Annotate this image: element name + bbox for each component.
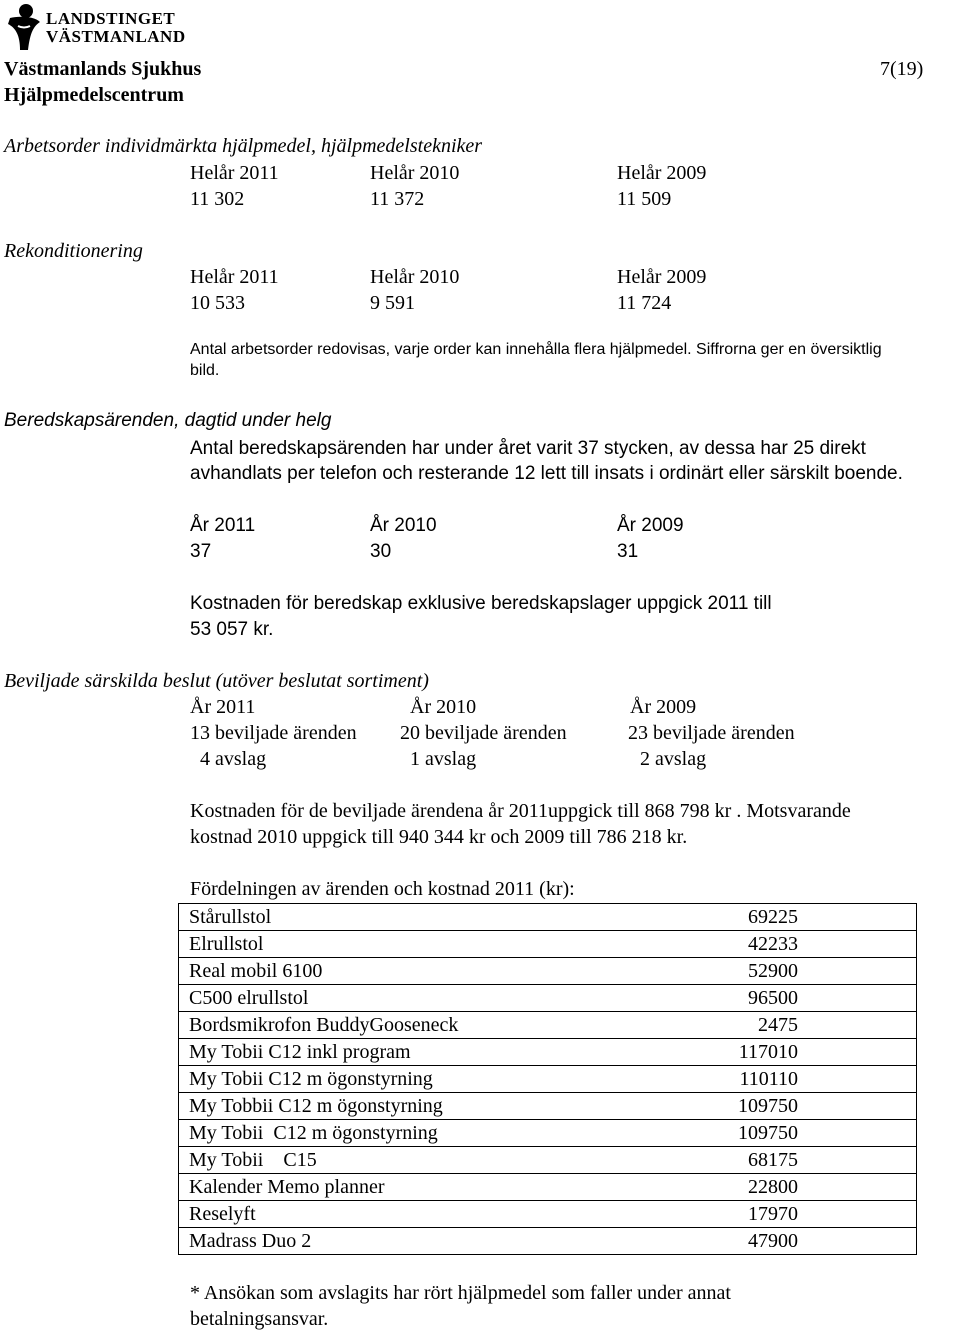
logo: [4, 2, 186, 52]
logo-line1: LANDSTINGET: [46, 9, 176, 28]
beredskap-value-2010: 30: [370, 541, 392, 562]
row-amount: 110110: [620, 1066, 917, 1093]
row-item: My Tobii C12 inkl program: [179, 1039, 620, 1066]
rekond-title: Rekonditionering: [4, 240, 143, 262]
rekond-year-2010: Helår 2010: [370, 266, 460, 288]
row-amount: 69225: [620, 904, 917, 931]
beviljade-approved-2009: 23 beviljade ärenden: [628, 722, 795, 744]
row-item: Bordsmikrofon BuddyGooseneck: [179, 1012, 620, 1039]
table-row: [179, 931, 917, 958]
beredskap-value-2009: 31: [617, 541, 639, 562]
beviljade-year-2010: År 2010: [410, 696, 477, 718]
row-amount: 2475: [620, 1012, 917, 1039]
row-item: My Tobii C12 m ögonstyrning: [179, 1066, 620, 1093]
row-item: Real mobil 6100: [179, 958, 620, 985]
table-row: [179, 1147, 917, 1174]
beredskap-year-2011: År 2011: [190, 515, 256, 536]
row-item: Kalender Memo planner: [179, 1174, 620, 1201]
table-row: [179, 1174, 917, 1201]
row-item: Madrass Duo 2: [179, 1228, 620, 1255]
org-name: Västmanlands Sjukhus: [4, 58, 202, 80]
row-amount: 109750: [620, 1093, 917, 1120]
arbetsorder-year-2011: Helår 2011: [190, 162, 279, 184]
rekond-value-2010: 9 591: [370, 292, 415, 314]
rekond-value-2011: 10 533: [190, 292, 245, 314]
table-row: [179, 1228, 917, 1255]
logo-emblem-icon: [4, 2, 44, 52]
arbetsorder-year-2009: Helår 2009: [617, 162, 707, 184]
page-number: 7(19): [880, 58, 924, 80]
table-row: [179, 1093, 917, 1120]
beredskap-text-line1: Antal beredskapsärenden har under året varit 37 stycken, av dessa har 25 direkt: [190, 438, 866, 459]
beredskap-value-2011: 37: [190, 541, 212, 562]
beredskap-text-line2: avhandlats per telefon och resterande 12 lett till insats i ordinärt eller särskilt boende.: [190, 463, 903, 484]
row-amount: 42233: [620, 931, 917, 958]
rekond-value-2009: 11 724: [617, 292, 672, 314]
table-row: [179, 1120, 917, 1147]
beviljade-rejected-2010: 1 avslag: [410, 748, 477, 770]
beviljade-year-2009: År 2009: [630, 696, 697, 718]
beredskap-cost-line1: Kostnaden för beredskap exklusive beredskapslager uppgick 2011 till: [190, 593, 772, 614]
arbetsorder-value-2011: 11 302: [190, 188, 245, 210]
beviljade-cost-line2: kostnad 2010 uppgick till 940 344 kr och 2009 till 786 218 kr.: [190, 826, 688, 848]
row-item: My Tobii C15: [179, 1147, 620, 1174]
beviljade-approved-2010: 20 beviljade ärenden: [400, 722, 567, 744]
logo-line2: VÄSTMANLAND: [46, 27, 186, 46]
rekond-year-2009: Helår 2009: [617, 266, 707, 288]
row-amount: 68175: [620, 1147, 917, 1174]
beredskap-year-2009: År 2009: [617, 515, 684, 536]
beredskap-year-2010: År 2010: [370, 515, 437, 536]
beredskap-cost-line2: 53 057 kr.: [190, 619, 274, 640]
beviljade-rejected-2009: 2 avslag: [640, 748, 707, 770]
beviljade-year-2011: År 2011: [190, 696, 256, 718]
rekond-note-line2: bild.: [190, 362, 220, 379]
row-item: My Tobbii C12 m ögonstyrning: [179, 1093, 620, 1120]
row-item: Reselyft: [179, 1201, 620, 1228]
row-item: Stårullstol: [179, 904, 620, 931]
row-item: My Tobii C12 m ögonstyrning: [179, 1120, 620, 1147]
arbetsorder-title: Arbetsorder individmärkta hjälpmedel, hjälpmedelstekniker: [4, 135, 483, 157]
arbetsorder-year-2010: Helår 2010: [370, 162, 460, 184]
row-amount: 96500: [620, 985, 917, 1012]
table-row: [179, 1039, 917, 1066]
beviljade-rejected-2011: 4 avslag: [200, 748, 267, 770]
footnote-line2: betalningsansvar.: [190, 1308, 329, 1330]
row-amount: 17970: [620, 1201, 917, 1228]
beviljade-title: Beviljade särskilda beslut (utöver beslutat sortiment): [4, 670, 429, 692]
table-row: [179, 985, 917, 1012]
rekond-note-line1: Antal arbetsorder redovisas, varje order kan innehålla flera hjälpmedel. Siffrorna ger en översiktlig: [190, 341, 882, 358]
row-item: Elrullstol: [179, 931, 620, 958]
row-item: C500 elrullstol: [179, 985, 620, 1012]
footnote-line1: * Ansökan som avslagits har rört hjälpmedel som faller under annat: [190, 1282, 731, 1304]
arbetsorder-value-2010: 11 372: [370, 188, 425, 210]
row-amount: 22800: [620, 1174, 917, 1201]
arbetsorder-value-2009: 11 509: [617, 188, 672, 210]
rekond-year-2011: Helår 2011: [190, 266, 279, 288]
beviljade-approved-2011: 13 beviljade ärenden: [190, 722, 357, 744]
dept-name: Hjälpmedelscentrum: [4, 84, 184, 106]
table-row: [179, 904, 917, 931]
beviljade-cost-line1: Kostnaden för de beviljade ärendena år 2011uppgick till 868 798 kr . Motsvarande: [190, 800, 851, 822]
table-row: [179, 958, 917, 985]
cost-table: [178, 903, 917, 1255]
row-amount: 117010: [620, 1039, 917, 1066]
row-amount: 47900: [620, 1228, 917, 1255]
table-row: [179, 1012, 917, 1039]
table-title: Fördelningen av ärenden och kostnad 2011 (kr):: [190, 878, 575, 900]
beredskap-title: Beredskapsärenden, dagtid under helg: [4, 410, 332, 431]
row-amount: 109750: [620, 1120, 917, 1147]
table-row: [179, 1201, 917, 1228]
row-amount: 52900: [620, 958, 917, 985]
table-row: [179, 1066, 917, 1093]
